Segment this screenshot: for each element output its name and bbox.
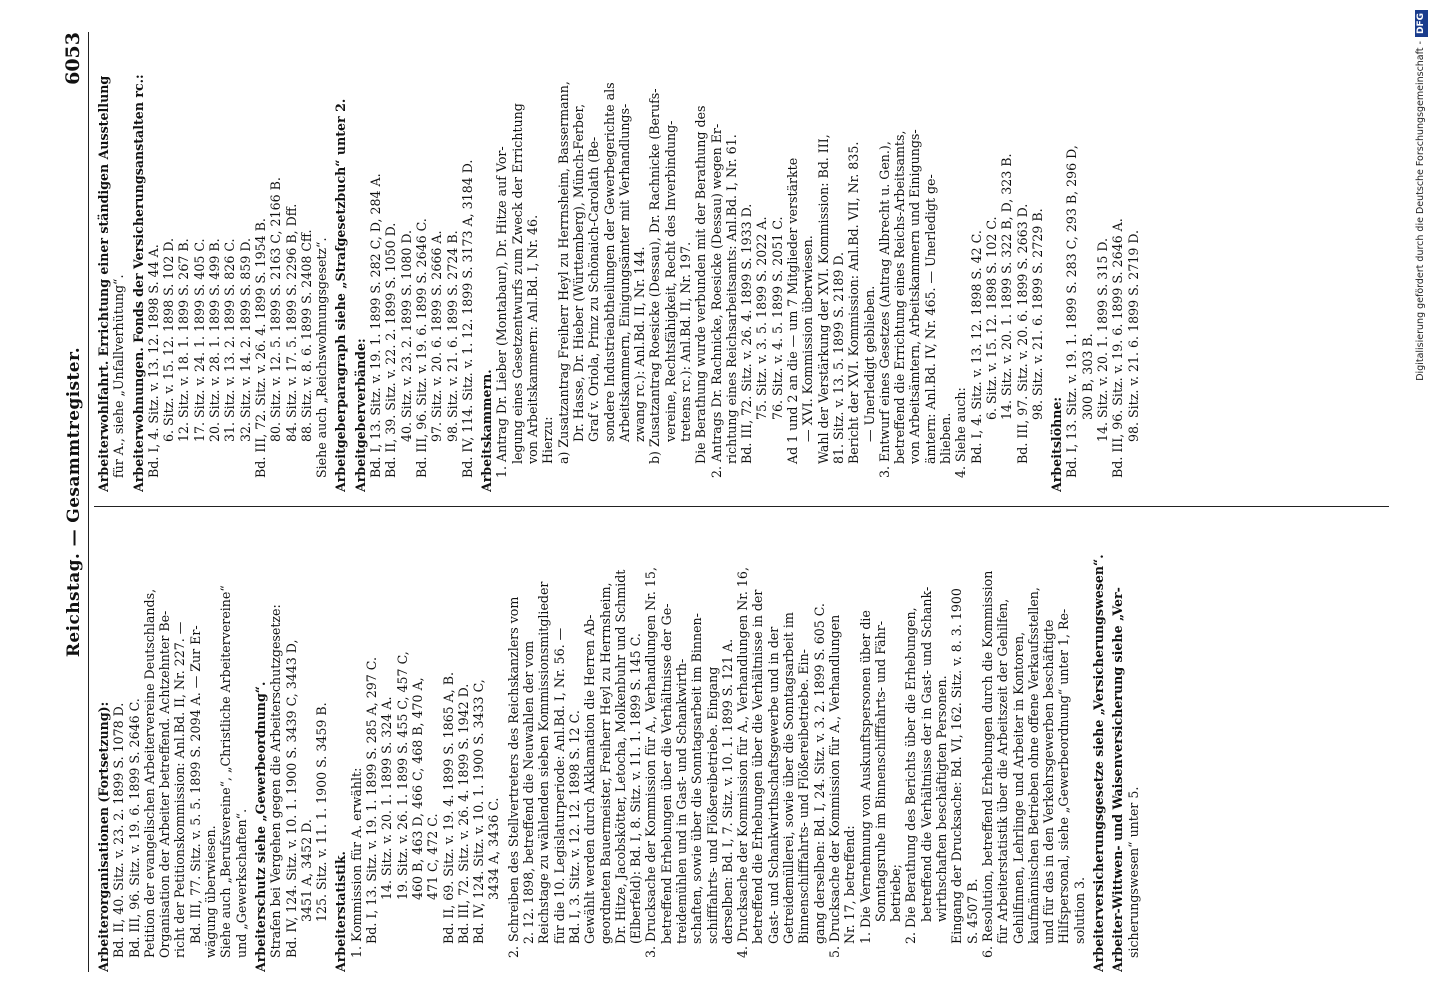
index-entry-line: kaufmännischen Betrieben ohne offene Verkaufsstellen,: [1025, 587, 1041, 944]
index-entry-line: Bd. IV, 124. Sitz. v. 10. 1. 1900 S. 3439 C, 3443 D,: [283, 639, 299, 958]
index-entry-line: 6. Sitz. v. 15. 12. 1898 S. 102 C.: [983, 216, 999, 420]
index-entry-line: 3. Entwurf eines Gesetzes (Antrag Albrecht u. Gen.),: [876, 141, 892, 478]
index-entry-line: Bd. III, 72. Sitz. v. 26. 4. 1899 S. 1942 D.: [455, 683, 471, 944]
index-entry-line: 3. Drucksache der Kommission für A., Verhandlungen Nr. 15,: [643, 567, 659, 958]
index-entry-line: treidemühlen und in Gast- und Schankwirth-: [673, 658, 689, 944]
index-entry-line: 75. Sitz. v. 3. 5. 1899 S. 2022 A.: [754, 216, 770, 420]
index-entry-line: 2. 12. 1898, betreffend die Neuwahlen der vom: [521, 640, 537, 944]
index-entry-line: Bd. III, 97. Sitz. v. 20. 6. 1899 S. 2663 D.: [1014, 203, 1030, 464]
index-entry-line: 471 C, 472 C.: [425, 813, 441, 900]
index-entry-line: Binnenschifffahrts- und Flößereibetriebe. Ein-: [796, 649, 812, 944]
index-entry-line: Bd. II, 39. Sitz. v. 22. 2. 1899 S. 1050 D.: [383, 222, 399, 478]
index-entry-line: 14. Sitz. v. 20. 1. 1899 S. 315 D.: [1095, 238, 1110, 442]
index-entry-line: 2. Die Berathung des Berichts über die Erhebungen,: [903, 607, 919, 944]
index-entry-line: 12. Sitz. v. 18. 1. 1899 S. 267 B.: [176, 238, 192, 442]
index-entry-heading: Arbeitskammern.: [479, 369, 495, 492]
index-entry-line: solution 3.: [1071, 877, 1087, 944]
index-entry-line: 14. Sitz. v. 20. 1. 1899 S. 322 B, D, 323 B.: [999, 153, 1015, 420]
index-entry-line: sondere Industrieabtheilungen der Gewerbegerichte als: [601, 82, 617, 442]
index-entry-line: 98. Sitz. v. 21. 6. 1899 S. 2724 B.: [444, 230, 460, 442]
index-entry-line: derselben: Bd. I, 7. Sitz. v. 10. 1. 1899 S. 121 A.: [719, 638, 735, 944]
index-entry-line: Bd. III, 72. Sitz. v. 26. 4. 1899 S. 1954 B.: [252, 218, 268, 478]
index-entry-heading: Arbeiterwohlfahrt. Errichtung einer ständigen Ausstellung: [96, 75, 111, 492]
index-entry-line: 19. Sitz. v. 26. 1. 1899 S. 455 C, 457 C,: [394, 651, 410, 900]
index-entry-line: zwang rc.): Anl.Bd. II, Nr. 144.: [632, 246, 648, 442]
right-column: [96, 32, 1386, 492]
page-header: [58, 32, 89, 972]
index-entry-line: Strafen bei Vergehen gegen die Arbeiterschutzgesetze:: [268, 604, 284, 958]
index-entry-heading: Arbeiterversicherungsgesetze siehe „Versicherungswesen“.: [1091, 554, 1106, 972]
index-entry-line: Bd. IV, 114. Sitz. v. 1. 12. 1899 S. 3173 A, 3184 D.: [459, 159, 475, 478]
index-entry-line: Graf v. Oriola, Prinz zu Schönaich-Carolath (Be-: [586, 136, 602, 442]
index-entry-line: S. 4507 B.: [964, 878, 980, 944]
index-entry-line: wägung überwiesen.: [203, 825, 219, 958]
index-entry-line: Bd. IV, 124. Sitz. v. 10. 1. 1900 S. 3433 C,: [471, 679, 487, 944]
digitization-credit: [1412, 10, 1430, 990]
index-entry-line: Gehilfinnen, Lehrlinge und Arbeiter in Kontoren,: [1010, 631, 1026, 944]
index-entry-line: betriebe;: [888, 864, 904, 922]
index-entry-heading: Arbeitslöhne:: [1049, 396, 1065, 492]
left-column: [96, 512, 1386, 972]
index-entry-heading: Arbeiter-Wittwen- und Waisenversicherung siehe „Ver-: [1110, 587, 1126, 972]
index-entry-line: Hierzu:: [540, 416, 556, 464]
index-entry-line: tretens rc.): Anl.Bd. II, Nr. 197.: [677, 241, 693, 442]
index-entry-line: 6. Resolution, betreffend Erhebungen durch die Kommission: [979, 570, 995, 958]
index-entry-line: 80. Sitz. v. 12. 5. 1899 S. 2163 C, 2166 B.: [268, 177, 284, 442]
index-entry-line: Getreidemüllerei, sowie über die Sonntagsarbeit im: [781, 612, 797, 944]
index-entry-line: (Elberfeld): Bd. I, 8. Sitz. v. 11. 1. 1899 S. 145 C.: [628, 633, 644, 944]
index-entry-line: Bericht der XVI. Kommission: Anl.Bd. VII, Nr. 835.: [846, 141, 862, 464]
index-entry-line: 125. Sitz. v. 11. 1. 1900 S. 3459 B.: [314, 702, 330, 922]
index-entry-line: Ad 1 und 2 an die — um 7 Mitglieder verstärkte: [785, 157, 801, 464]
index-entry-line: b) Zusatzantrag Roesicke (Dessau), Dr. Rachnicke (Berufs-: [647, 88, 663, 464]
index-entry-line: Bd. I, 13. Sitz. v. 19. 1. 1899 S. 285 A, 297 C.: [364, 657, 380, 944]
index-entry-line: Dr. Hitze, Jacobskötter, Letocha, Molkenbuhr und Schmidt: [612, 569, 628, 944]
index-entry-line: richtung eines Reichsarbeitsamts: Anl.Bd. I, Nr. 61.: [723, 134, 739, 464]
index-entry-line: für A., siehe „Unfallverhütung“.: [111, 274, 127, 478]
index-entry-line: wirthschaften beschäftigten Personen.: [934, 675, 950, 922]
index-entry-line: 31. Sitz. v. 13. 2. 1899 S. 826 C.: [222, 238, 238, 442]
index-entry-line: betreffend die Erhebungen über die Verhältnisse in der: [750, 589, 766, 944]
credit-text: Digitalisierung gefördert durch die Deutsche Forschungsgemeinschaft -: [1415, 41, 1426, 381]
index-entry-line: für die 10. Legislaturperiode: Anl.Bd. I, Nr. 56. —: [551, 627, 567, 944]
index-entry-line: Bd. I, 4. Sitz. v. 13. 12. 1898 S. 44 A.: [145, 244, 161, 478]
index-entry-line: geordneten Bauermeister, Freiherr Heyl zu Herrnsheim,: [597, 582, 613, 944]
index-entry-line: Bd. II, 40. Sitz. v. 23. 2. 1899 S. 1078 D.: [111, 702, 127, 958]
index-entry-line: 88. Sitz. v. 8. 6. 1899 S. 2408 Cff.: [298, 229, 314, 442]
index-entry-line: 81. Sitz. v. 13. 5. 1899 S. 2189 D.: [830, 251, 846, 464]
index-entry-line: richt der Petitionskommission: Anl.Bd. II, Nr. 227. —: [172, 621, 188, 958]
index-entry-heading: Arbeiterwohnungen. Fonds der Versicherungsanstalten rc.:: [130, 74, 146, 492]
index-entry-line: Arbeitskammern, Einigungsämter mit Verhandlungs-: [616, 103, 632, 442]
index-entry-heading: Arbeiterorganisationen (Fortsetzung):: [96, 701, 111, 972]
index-entry-heading: Arbeitgeberparagraph siehe „Strafgesetzbuch“ unter 2.: [333, 98, 349, 492]
index-entry-line: 17. Sitz. v. 24. 1. 1899 S. 405 C.: [191, 238, 207, 442]
index-entry-line: 2. Antrags Dr. Rachnicke, Roesicke (Dessau) wegen Er-: [708, 123, 724, 478]
index-entry-line: für Arbeiterstatistik über die Arbeitszeit der Gehilfen,: [995, 598, 1011, 944]
index-entry-line: Gast- und Schankwirthschaftsgewerbe und in der: [765, 626, 781, 944]
index-entry-line: Bd. I, 3. Sitz. v. 12. 12. 1898 S. 12 C.: [566, 710, 582, 944]
index-entry-line: — XVI. Kommission überwiesen.: [800, 235, 816, 442]
index-entry-line: 98. Sitz. v. 21. 6. 1899 S. 2729 B.: [1029, 208, 1045, 420]
index-entry-line: Wahl der Verstärkung der XVI. Kommission: Bd. III,: [815, 134, 831, 464]
index-entry-line: ämtern: Anl.Bd. IV, Nr. 465. — Unerledigt ge-: [922, 174, 938, 464]
index-entry-line: 76. Sitz. v. 4. 5. 1899 S. 2051 C.: [769, 216, 785, 420]
index-entry-line: schaften, sowie über die Sonntagsarbeit im Binnen-: [689, 613, 705, 944]
index-entry-line: 14. Sitz. v. 20. 1. 1899 S. 324 A.: [379, 696, 395, 900]
credit-line: [1412, 10, 1430, 990]
index-entry-line: Bd. III, 96. Sitz. v. 19. 6. 1899 S. 2646 C.: [126, 698, 142, 958]
index-entry-line: Bd. II, 69. Sitz. v. 19. 4. 1899 S. 1865 A, B.: [440, 672, 456, 944]
page-title: Reichstag. — Gesammtregister.: [64, 346, 84, 658]
index-entry-line: — Unerledigt geblieben.: [861, 285, 877, 442]
index-entry-line: Die Berathung wurde verbunden mit der Berathung des: [693, 105, 709, 464]
index-entry-line: schifffahrts- und Flößereibetriebe. Eingang: [704, 666, 720, 944]
index-entry-line: Bd. III, 72. Sitz. v. 26. 4. 1899 S. 1933 D.: [739, 203, 755, 464]
index-entry-line: a) Zusatzantrag Freiherr Heyl zu Herrnsheim, Bassermann,: [555, 81, 571, 464]
index-entry-line: vereine, Rechtsfähigkeit, Recht des Inverbindung-: [662, 120, 678, 442]
dfg-logo: DFG: [1415, 10, 1428, 37]
index-entry-line: 5. Drucksache der Kommission für A., Verhandlungen: [826, 614, 842, 958]
index-entry-heading: Arbeitgeberverbände:: [352, 338, 368, 492]
index-entry-line: betreffend die Verhältnisse der in Gast- und Schank-: [918, 586, 934, 922]
index-entry-line: 32. Sitz. v. 14. 2. 1899 S. 859 D.: [237, 238, 253, 442]
index-entry-line: 460 B, 463 D, 466 C, 468 B, 470 A,: [409, 677, 425, 900]
index-entry-line: 4. Siehe auch:: [953, 387, 969, 478]
index-entry-line: 4. Drucksache der Kommission für A., Verhandlungen Nr. 16,: [735, 567, 751, 958]
index-entry-line: von Arbeitsämtern, Arbeitskammern und Einigungs-: [907, 129, 923, 464]
index-entry-line: betreffend Erhebungen über die Verhältnisse der Ge-: [658, 603, 674, 944]
index-entry-line: 84. Sitz. v. 17. 5. 1899 S. 2296 B, Dff.: [283, 203, 299, 442]
index-entry-line: von Arbeitskammern: Anl.Bd. I, Nr. 46.: [525, 214, 541, 464]
index-entry-line: 1. Die Vernehmung von Auskunftspersonen über die: [857, 610, 873, 944]
index-entry-line: 97. Sitz. v. 20. 6. 1899 S. 2666 A.: [429, 230, 445, 442]
index-entry-line: Bd. III, 96. Sitz. v. 19. 6. 1899 S. 2646 C.: [413, 218, 429, 478]
index-entry-line: 3434 A, 3436 C.: [486, 797, 502, 900]
index-entry-line: 1. Kommission für A. erwählt:: [348, 767, 364, 958]
index-entry-line: Bd. I, 13. Sitz. v. 19. 1. 1899 S. 282 C, D, 284 A.: [368, 173, 384, 478]
index-entry-line: Sonntagsruhe im Binnenschifffahrts- und Fähr-: [872, 620, 888, 922]
index-entry-line: Bd. III, 96. Sitz. v. 19. 6. 1899 S. 2646 A.: [1110, 218, 1126, 478]
index-entry-line: Eingang der Drucksache: Bd. VI, 162. Sitz. v. 8. 3. 1900: [949, 588, 965, 944]
index-entry-line: sicherungswesen“ unter 5.: [1125, 786, 1141, 958]
index-entry-line: 6. Sitz. v. 15. 12. 1898 S. 102 D.: [161, 238, 177, 442]
index-entry-line: Petition der evangelischen Arbeitervereine Deutschlands,: [141, 588, 157, 958]
index-entry-line: und für das in den Verkehrsgewerben beschäftigte: [1041, 619, 1057, 944]
index-entry-line: Organisation der Arbeiter betreffend. Achtzehnter Be-: [157, 610, 173, 958]
index-entry-line: Nr. 17, betreffend:: [842, 825, 858, 944]
column-divider: [94, 506, 1389, 507]
index-entry-line: 20. Sitz. v. 28. 1. 1899 S. 499 B.: [207, 238, 223, 442]
index-entry-line: 40. Sitz. v. 23. 2. 1899 S. 1080 D.: [398, 229, 414, 442]
index-entry-line: legung eines Gesetzentwurfs zum Zweck der Errichtung: [509, 103, 525, 464]
index-entry-line: betreffend die Errichtung eines Reichs-Arbeitsamts,: [892, 130, 908, 464]
index-entry-line: Bd. I, 13. Sitz. v. 19. 1. 1899 S. 283 C, 293 B, 296 D,: [1064, 145, 1080, 478]
index-entry-line: Hilfspersonal, siehe „Gewerbeordnung“ unter 1, Re-: [1056, 608, 1072, 944]
index-entry-line: Siehe auch „Reichswohnungsgesetz“.: [314, 237, 330, 478]
index-entry-heading: Arbeiterschutz siehe „Gewerbeordnung“.: [252, 681, 268, 972]
index-entry-line: gang derselben: Bd. I, 24. Sitz. v. 3. 2. 1899 S. 605 C.: [811, 603, 827, 944]
index-entry-line: Gewählt werden durch Akklamation die Herren Ab-: [582, 614, 598, 944]
index-entry-line: Bd. I, 4. Sitz. v. 13. 12. 1898 S. 42 C.: [968, 230, 984, 464]
index-entry-heading: Arbeiterstatistik.: [333, 851, 349, 972]
index-entry-line: Dr. Hasse, Dr. Hieber (Württemberg), Münch-Ferber,: [570, 103, 586, 442]
page-number: 6053: [62, 32, 84, 85]
index-entry-line: 98. Sitz. v. 21. 6. 1899 S. 2719 D.: [1125, 229, 1141, 442]
index-entry-line: Siehe auch „Berufsvereine“, „Christliche Arbeitervereine“: [218, 585, 234, 958]
index-entry-line: und „Gewerkschaften“.: [233, 808, 249, 958]
index-entry-line: 300 B, 303 B.: [1079, 333, 1095, 420]
index-entry-line: Bd. III, 77. Sitz. v. 5. 5. 1899 S. 2094 A. — Zur Er-: [187, 625, 203, 944]
index-entry-line: 2. Schreiben des Stellvertreters des Reichskanzlers vom: [505, 596, 521, 958]
index-entry-line: blieben.: [938, 412, 954, 464]
index-entry-line: 1. Antrag Dr. Lieber (Montabaur), Dr. Hitze auf Vor-: [494, 146, 510, 478]
index-entry-line: Reichstage zu wählenden sieben Kommissionsmitglieder: [536, 581, 552, 944]
index-entry-line: 3451 A, 3452 D.: [298, 819, 314, 922]
